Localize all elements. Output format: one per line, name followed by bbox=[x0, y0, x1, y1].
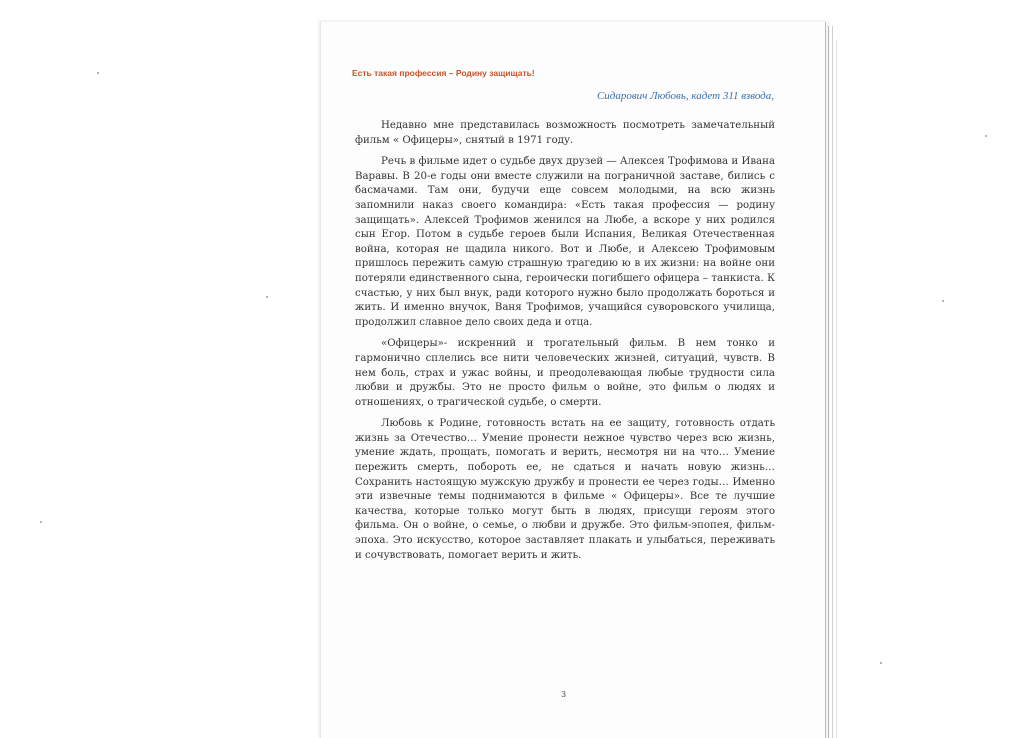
scan-speck bbox=[880, 662, 882, 664]
article-title: Есть такая профессия – Родину защищать! bbox=[352, 68, 535, 78]
page-edge-line bbox=[836, 40, 837, 738]
page-number: 3 bbox=[561, 690, 567, 699]
page-edge-line bbox=[832, 26, 833, 738]
scan-speck bbox=[266, 296, 268, 298]
page-edge-line bbox=[828, 26, 829, 738]
paragraph: «Офицеры»- искренний и трогательный фильм. В нем тонко и гармонично сплелись все нити человеческих жизней, ситуаций, чувств. В нем боль, страх и ужас войны, и преодолевающая любые трудности сила любви и дружбы. Это не просто фильм о войне, это фильм о людях и отношениях, о трагической судьбе, о смерти. bbox=[355, 338, 775, 408]
paragraph: Речь в фильме идет о судьбе двух друзей — Алексея Трофимова и Ивана Варавы. В 20-е годы они вместе служили на пограничной заставе, бились с басмачами. Там они, будучи еще совсем молодыми, на всю жизнь запомнили наказ своего командира: «Есть такая профессия — родину защищать». Алексей Трофимов женился на Любе, а вскоре у них родился сын Егор. Потом в судьбе героев были Испания, Великая Отечественная война, которая не щадила никого. Вот и Любе, и Алексею Трофимовым пришлось пережить самую страшную трагедию ю в их жизни: на войне они потеряли единственного сына, героически погибшего офицера – танкиста. К счастью, у них был внук, ради которого нужно было продолжать бороться и жить. И именно внучок, Ваня Трофимов, учащийся суворовского училища, продолжил славное дело своих деда и отца. bbox=[355, 156, 775, 328]
article-author: Сидарович Любовь, кадет 311 взвода, bbox=[596, 90, 774, 102]
scan-speck bbox=[942, 300, 944, 302]
scan-speck bbox=[40, 521, 42, 523]
paragraph: Недавно мне представилась возможность посмотреть замечательный фильм « Офицеры», снятый в 1971 году. bbox=[355, 120, 775, 146]
scan-speck bbox=[97, 72, 99, 74]
paragraph: Любовь к Родине, готовность встать на ее защиту, готовность отдать жизнь за Отечество… Умение пронести нежное чувство через всю жизнь, умение ждать, прощать, помогать и верить, несмотря ни на что… Умение пережить смерть, побороть ее, не сдаться и начать новую жизнь… Сохранить настоящую мужскую дружбу и пронести ее через годы… Именно эти извечные темы поднимаются в фильме « Офицеры». Все те лучшие качества, которые только могут быть в людях, присущи героям этого фильма. Он о войне, о семье, о любви и дружбе. Это фильм-эпопея, фильм-эпоха. Это искусство, которое заставляет плакать и улыбаться, переживать и сочувствовать, помогает верить и жить. bbox=[355, 418, 775, 561]
article-body bbox=[355, 119, 775, 570]
scan-speck bbox=[985, 135, 987, 137]
